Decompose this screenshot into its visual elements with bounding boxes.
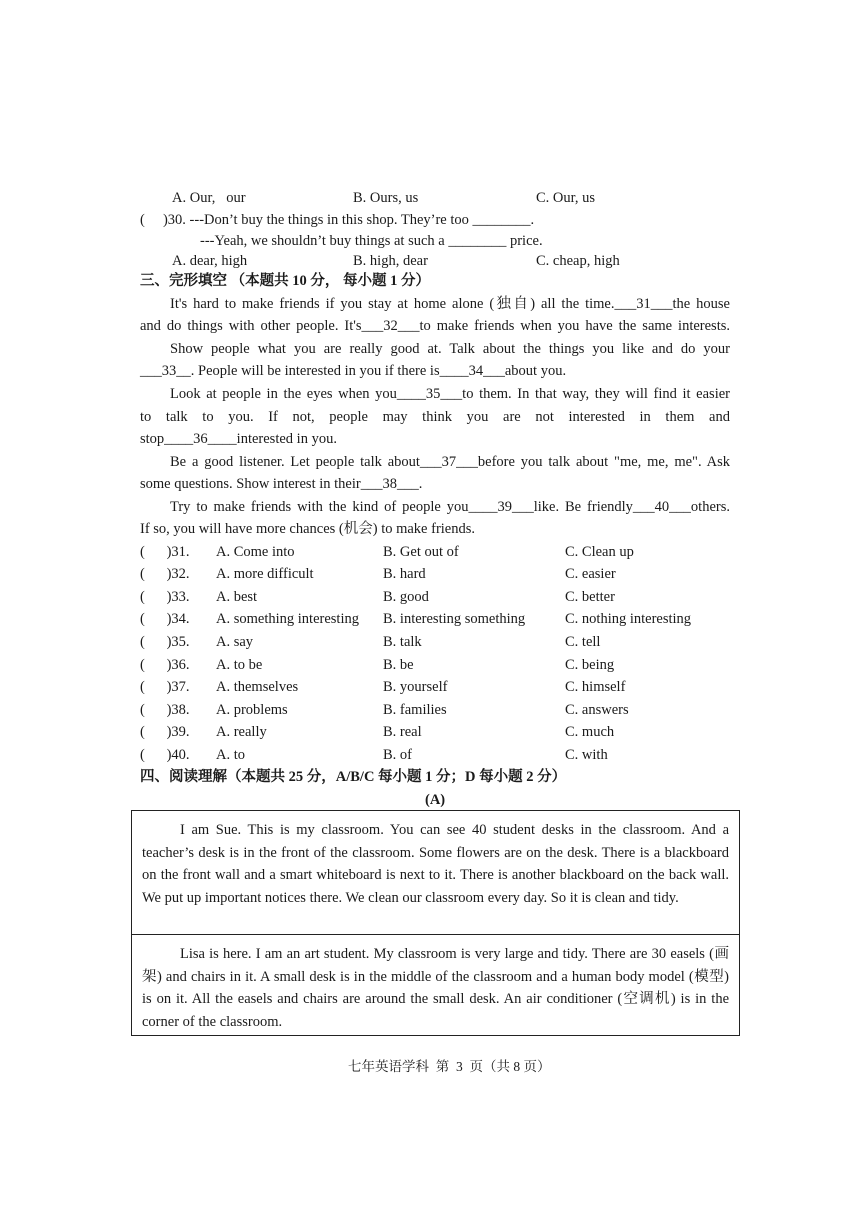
passage-line: Show people what you are really good at. Talk about the things you like and do your — [170, 341, 730, 357]
question-number: ( )32. — [140, 566, 190, 582]
option-b: B. Get out of — [383, 544, 459, 560]
question-number: ( )31. — [140, 544, 190, 560]
section3-heading: 三、完形填空 （本题共 10 分， 每小题 1 分） — [140, 273, 430, 289]
passage-line: Be a good listener. Let people talk about___37___before you talk about "me, me, me". Ask — [170, 454, 730, 470]
question-number: ( )36. — [140, 657, 190, 673]
option-c: C. much — [565, 724, 615, 740]
option-b: B. families — [383, 702, 447, 718]
q29-option-a: A. Our, our — [172, 190, 246, 206]
option-c: C. with — [565, 747, 608, 763]
option-b: B. interesting something — [383, 611, 526, 627]
q30-stem-2: ---Yeah, we shouldn’t buy things at such a ________ price. — [200, 233, 543, 249]
reading-box-sue — [131, 810, 740, 935]
option-c: C. answers — [565, 702, 629, 718]
q30-option-a: A. dear, high — [172, 253, 248, 269]
option-a: A. really — [216, 724, 267, 740]
q30-option-c: C. cheap, high — [536, 253, 620, 269]
passage-line: to talk to you. If not, people may think you are not interested in them and — [140, 409, 730, 425]
part-label: (A) — [425, 792, 446, 808]
option-b: B. talk — [383, 634, 422, 650]
option-a: A. problems — [216, 702, 288, 718]
passage-line: Try to make friends with the kind of people you____39___like. Be friendly___40___others. — [170, 499, 730, 515]
passage-line: stop____36____interested in you. — [140, 431, 337, 447]
question-number: ( )34. — [140, 611, 190, 627]
passage-line: It's hard to make friends if you stay at home alone (独自) all the time.___31___the house — [170, 296, 730, 312]
question-number: ( )33. — [140, 589, 190, 605]
option-b: B. of — [383, 747, 412, 763]
option-c: C. being — [565, 657, 615, 673]
passage-line: Look at people in the eyes when you____35___to them. In that way, they will find it easier — [170, 386, 730, 402]
option-b: B. hard — [383, 566, 426, 582]
option-c: C. nothing interesting — [565, 611, 692, 627]
page-footer: 七年英语学科 第 3 页（共 8 页） — [348, 1059, 551, 1074]
option-a: A. more difficult — [216, 566, 314, 582]
reading-passage-lisa: Lisa is here. I am an art student. My classroom is very large and tidy. There are 30 easels (画架) and chairs in it. A small desk is in the middle of the classroom and a human body model (模型) is on it. All the easels and chairs are around the small desk. An air conditioner (空调机) is in the corner of the classroom. — [142, 946, 729, 1030]
passage-line: and do things with other people. It's___32___to make friends when you have the same interests. — [140, 318, 730, 334]
option-a: A. to be — [216, 657, 263, 673]
q30-option-b: B. high, dear — [353, 253, 428, 269]
passage-line: ___33__. People will be interested in you if there is____34___about you. — [140, 363, 567, 379]
option-a: A. themselves — [216, 679, 299, 695]
question-number: ( )39. — [140, 724, 190, 740]
option-c: C. Clean up — [565, 544, 634, 560]
option-b: B. be — [383, 657, 414, 673]
option-c: C. easier — [565, 566, 616, 582]
reading-box-lisa — [131, 934, 740, 1036]
option-a: A. best — [216, 589, 258, 605]
option-b: B. real — [383, 724, 422, 740]
option-c: C. better — [565, 589, 615, 605]
option-b: B. good — [383, 589, 429, 605]
option-c: C. himself — [565, 679, 626, 695]
q29-option-c: C. Our, us — [536, 190, 596, 206]
option-a: A. something interesting — [216, 611, 359, 627]
option-a: A. say — [216, 634, 254, 650]
option-a: A. Come into — [216, 544, 295, 560]
reading-passage-sue: I am Sue. This is my classroom. You can see 40 student desks in the classroom. And a teacher’s desk is in the front of the classroom. Some flowers are on the desk. There is a blackboard on the front wall and a smart whiteboard is next to it. There is another blackboard on the back wall. We put up important notices there. We clean our classroom every day. So it is clean and tidy. — [142, 822, 729, 906]
question-number: ( )40. — [140, 747, 190, 763]
passage-line: some questions. Show interest in their___38___. — [140, 476, 423, 492]
question-number: ( )37. — [140, 679, 190, 695]
option-c: C. tell — [565, 634, 601, 650]
passage-line: If so, you will have more chances (机会) to make friends. — [140, 521, 476, 537]
q30-stem-1: ( )30. ---Don’t buy the things in this shop. They’re too ________. — [140, 212, 535, 228]
question-number: ( )38. — [140, 702, 190, 718]
section4-heading: 四、阅读理解（本题共 25 分，A/B/C 每小题 1 分；D 每小题 2 分） — [140, 769, 567, 785]
option-b: B. yourself — [383, 679, 448, 695]
option-a: A. to — [216, 747, 245, 763]
q29-option-b: B. Ours, us — [353, 190, 419, 206]
question-number: ( )35. — [140, 634, 190, 650]
